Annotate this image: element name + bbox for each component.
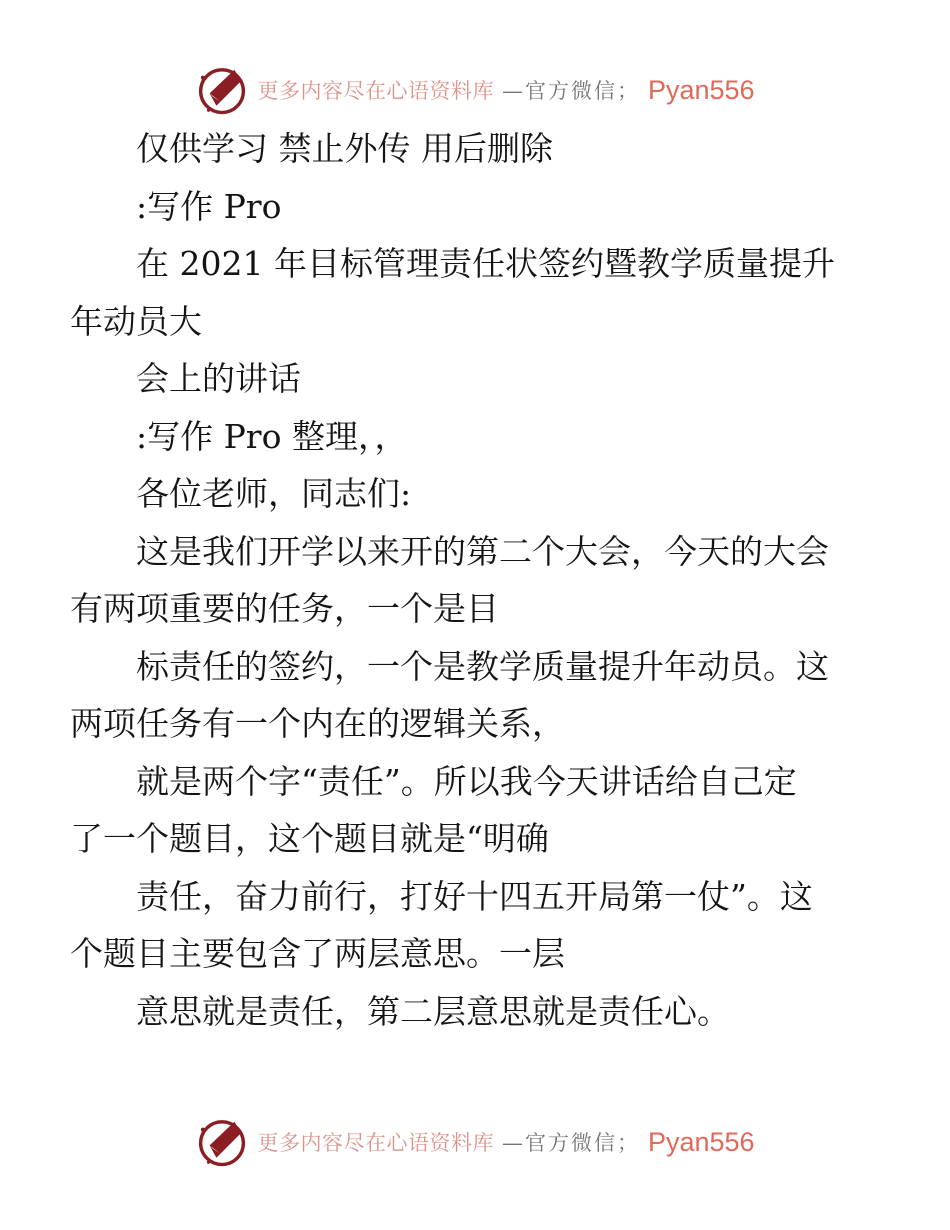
text-line: 标责任的签约，一个是教学质量提升年动员。这 [136, 646, 829, 686]
pen-circle-logo-icon [195, 1114, 249, 1170]
text-line: :写作 Pro [136, 186, 282, 226]
text-line: 个题目主要包含了两层意思。一层 [70, 934, 565, 973]
wechat-label: —官方微信； [501, 79, 640, 103]
header-watermark [0, 60, 950, 120]
footer-watermark [0, 1112, 950, 1172]
wechat-id: Pyan556 [647, 1126, 755, 1157]
text-line: 就是两个字“责任”。所以我今天讲话给自己定 [136, 761, 797, 801]
pen-circle-logo-icon [195, 62, 249, 118]
wechat-id: Pyan556 [647, 74, 755, 105]
text-line: 责任，奋力前行，打好十四五开局第一仗”。这 [136, 876, 813, 916]
text-line: 仅供学习 禁止外传 用后删除 [136, 129, 553, 168]
wechat-label: —官方微信； [501, 1131, 640, 1155]
text-line: 意思就是责任，第二层意思就是责任心。 [136, 991, 730, 1031]
document-body [70, 120, 850, 1040]
brand-text: 更多内容尽在心语资料库 [257, 79, 494, 103]
text-line: 各位老师，同志们: [136, 474, 412, 513]
text-line: 两项任务有一个内在的逻辑关系， [70, 704, 565, 743]
text-line: 了一个题目，这个题目就是“明确 [70, 819, 549, 858]
text-line: 会上的讲话 [136, 359, 301, 398]
text-line: 年动员大 [70, 301, 202, 341]
brand-text: 更多内容尽在心语资料库 [257, 1131, 494, 1155]
text-line: 这是我们开学以来开的第二个大会，今天的大会 [136, 531, 829, 571]
text-line: 有两项重要的任务，一个是目 [70, 589, 499, 628]
text-line: 在 2021 年目标管理责任状签约暨教学质量提升 [136, 244, 835, 283]
text-line: :写作 Pro 整理，， [136, 416, 408, 456]
